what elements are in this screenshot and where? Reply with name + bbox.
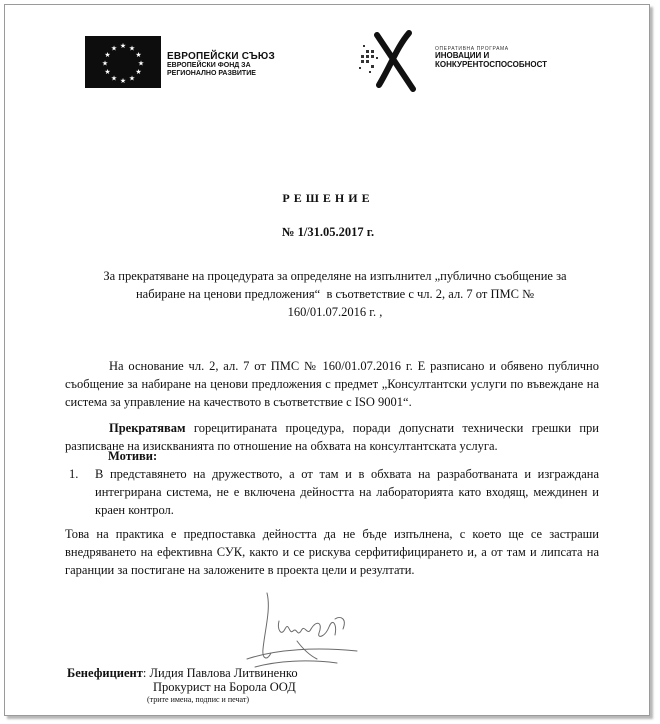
subject-line1: За прекратяване на процедурата за определяне на изпълнител „публично съобщение за [103, 269, 567, 283]
eu-fund-line1: ЕВРОПЕЙСКИ ФОНД ЗА [167, 62, 251, 69]
document-page [4, 4, 650, 716]
svg-text:★: ★ [119, 77, 127, 85]
op-title-line2: КОНКУРЕНТОСПОСОБНОСТ [435, 59, 548, 69]
eu-logo-text [167, 51, 275, 77]
paragraph-basis: На основание чл. 2, ал. 7 от ПМС № 160/01.07.2016 г. Е разписано и обявено публично съобщение за набиране на ценови предложения с предмет „Консултантски услуги по въвеждане на система за управление на качеството в съответствие с ISO 9001“. [65, 359, 603, 409]
subject-line3: 160/01.07.2016 г. , [287, 305, 383, 319]
op-logo-text [435, 47, 547, 69]
svg-text:★: ★ [137, 59, 145, 68]
op-innovation-logo [357, 27, 425, 93]
motive-list-item [65, 465, 599, 519]
svg-text:★: ★ [101, 59, 109, 68]
svg-text:★: ★ [135, 51, 142, 59]
beneficiary-role: Прокурист на Борола ООД [153, 680, 296, 694]
decision-number: № 1/31.05.2017 г. [281, 225, 375, 239]
svg-text:★: ★ [128, 44, 136, 53]
paragraph-consequence: Това на практика е предпоставка дейността да не бъде изпълнена, с което ще се застраши внедряването на ефективна СУК, както и се рискува серфитифицирането и, а от там и липсата на гаранции за постигане на заложените в проекта цели и резултати. [65, 527, 603, 577]
svg-text:★: ★ [119, 42, 127, 50]
document-title: РЕШЕНИЕ [282, 191, 374, 205]
beneficiary-name: : Лидия Павлова Литвиненко [142, 666, 298, 680]
svg-text:★: ★ [104, 51, 111, 59]
eu-flag-logo [85, 36, 161, 88]
svg-text:★: ★ [110, 74, 118, 83]
op-title-line1: ИНОВАЦИИ И [435, 51, 490, 61]
decision-subject [87, 267, 583, 321]
motives-heading: Мотиви: [108, 449, 158, 463]
termination-text: горецитираната процедура, поради допуснати технически грешки при разписване на изискванията по отношение на обхвата на консултантската услуга. [65, 421, 599, 453]
termination-keyword: Прекратявам [109, 421, 186, 435]
signature-note: (трите имена, подпис и печат) [147, 695, 249, 704]
motive-text: В представянето на дружеството, а от там и в обхвата на разработваната и изграждана интегрирана система, не е включена дейността на лабораторията като входящ, междинен и краен контрол. [95, 467, 599, 517]
svg-text:★: ★ [128, 74, 136, 83]
svg-text:★: ★ [104, 68, 111, 76]
eu-title: ЕВРОПЕЙСКИ СЪЮЗ [167, 51, 275, 62]
op-small-label: ОПЕРАТИВНА ПРОГРАМА [435, 46, 509, 52]
motive-number: 1. [69, 467, 79, 481]
eu-fund-line2: РЕГИОНАЛНО РАЗВИТИЕ [167, 69, 256, 77]
svg-text:★: ★ [110, 44, 118, 53]
svg-text:★: ★ [135, 68, 142, 76]
subject-line2: набиране на ценови предложения“ в съответствие с чл. 2, ал. 7 от ПМС № [135, 287, 535, 301]
beneficiary-label: Бенефициент [67, 666, 143, 680]
